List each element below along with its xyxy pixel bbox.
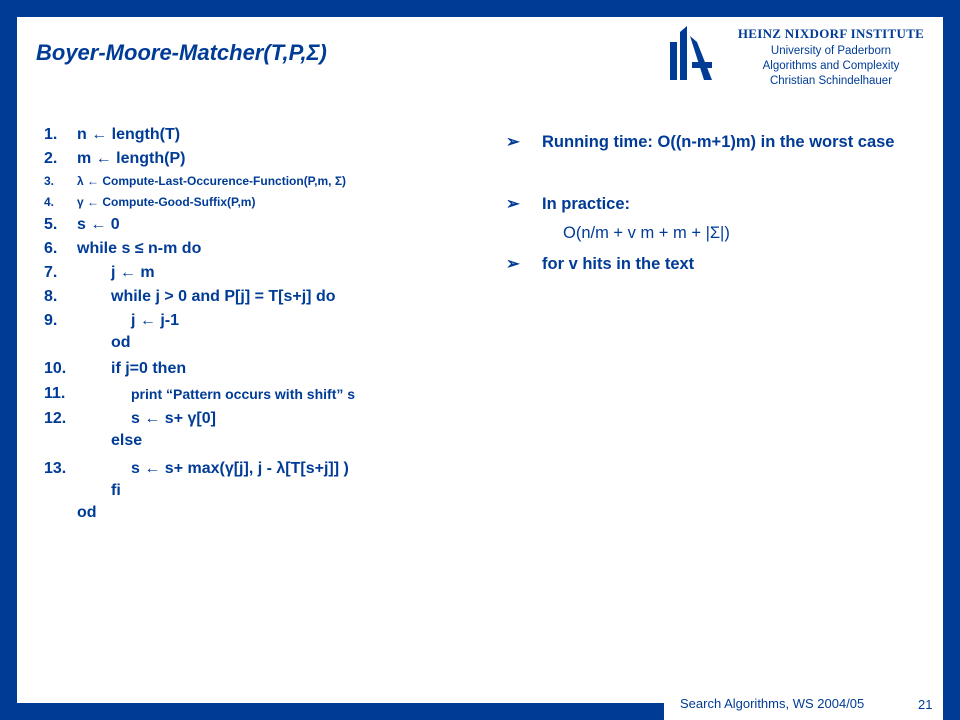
university-logo [668,22,718,86]
slide-title: Boyer-Moore-Matcher(T,P,Σ) [36,40,327,65]
bullet-in-practice: ➢ In practice: [506,192,926,217]
institute-group: Algorithms and Complexity [762,60,900,72]
code-continuation: else [111,432,143,449]
arrow-bullet-icon: ➢ [506,133,520,151]
arrow-bullet-icon: ➢ [506,195,520,213]
frame-bottom-bar [0,703,664,720]
institute-name: HEINZ NIXDORF INSTITUTE [737,26,925,41]
page-number: 21 [918,697,933,712]
algorithm-listing [44,123,474,523]
code-continuation: od [111,334,131,351]
footer-course: Search Algorithms, WS 2004/05 [680,696,865,711]
institute-university: University of Paderborn [770,45,892,57]
code-line: 4. γ ← Compute-Good-Suffix(P,m) [44,195,256,209]
code-line: 2. m ← length(P) [44,150,186,167]
code-line: 10. if j=0 then [44,360,187,377]
code-line: 6. while s ≤ n-m do [44,240,202,257]
code-line: 5. s ← 0 [44,216,120,233]
code-line: 1. n ← length(T) [44,126,181,143]
institute-author: Christian Schindelhauer [769,75,893,87]
institute-block [718,26,944,87]
code-line: 8. while j > 0 and P[j] = T[s+j] do [44,288,336,305]
bullet-list [506,130,926,277]
code-line: 3. λ ← Compute-Last-Occurence-Function(P,m, Σ) [44,174,347,188]
practice-complexity: O(n/m + v m + m + |Σ|) [563,224,730,242]
code-line: 7. j ← m [44,264,155,281]
code-line: 9. j ← j-1 [44,312,180,329]
bullet-running-time: ➢ Running time: O((n-m+1)m) in the worst case [506,130,926,155]
code-continuation: od [77,504,97,521]
frame-top-bar [0,0,664,17]
code-line: 12. s ← s+ γ[0] [44,410,216,427]
arrow-bullet-icon: ➢ [506,255,520,273]
code-continuation: fi [111,482,121,499]
bullet-hits: ➢ for v hits in the text [506,252,926,277]
frame-right-top-bar [664,0,960,17]
frame-left-bar [0,0,17,720]
code-line: 13. s ← s+ max(γ[j], j - λ[T[s+j]] ) [44,460,349,477]
code-line: 11. print “Pattern occurs with shift” s [44,385,356,402]
frame-right-strip [943,17,960,720]
